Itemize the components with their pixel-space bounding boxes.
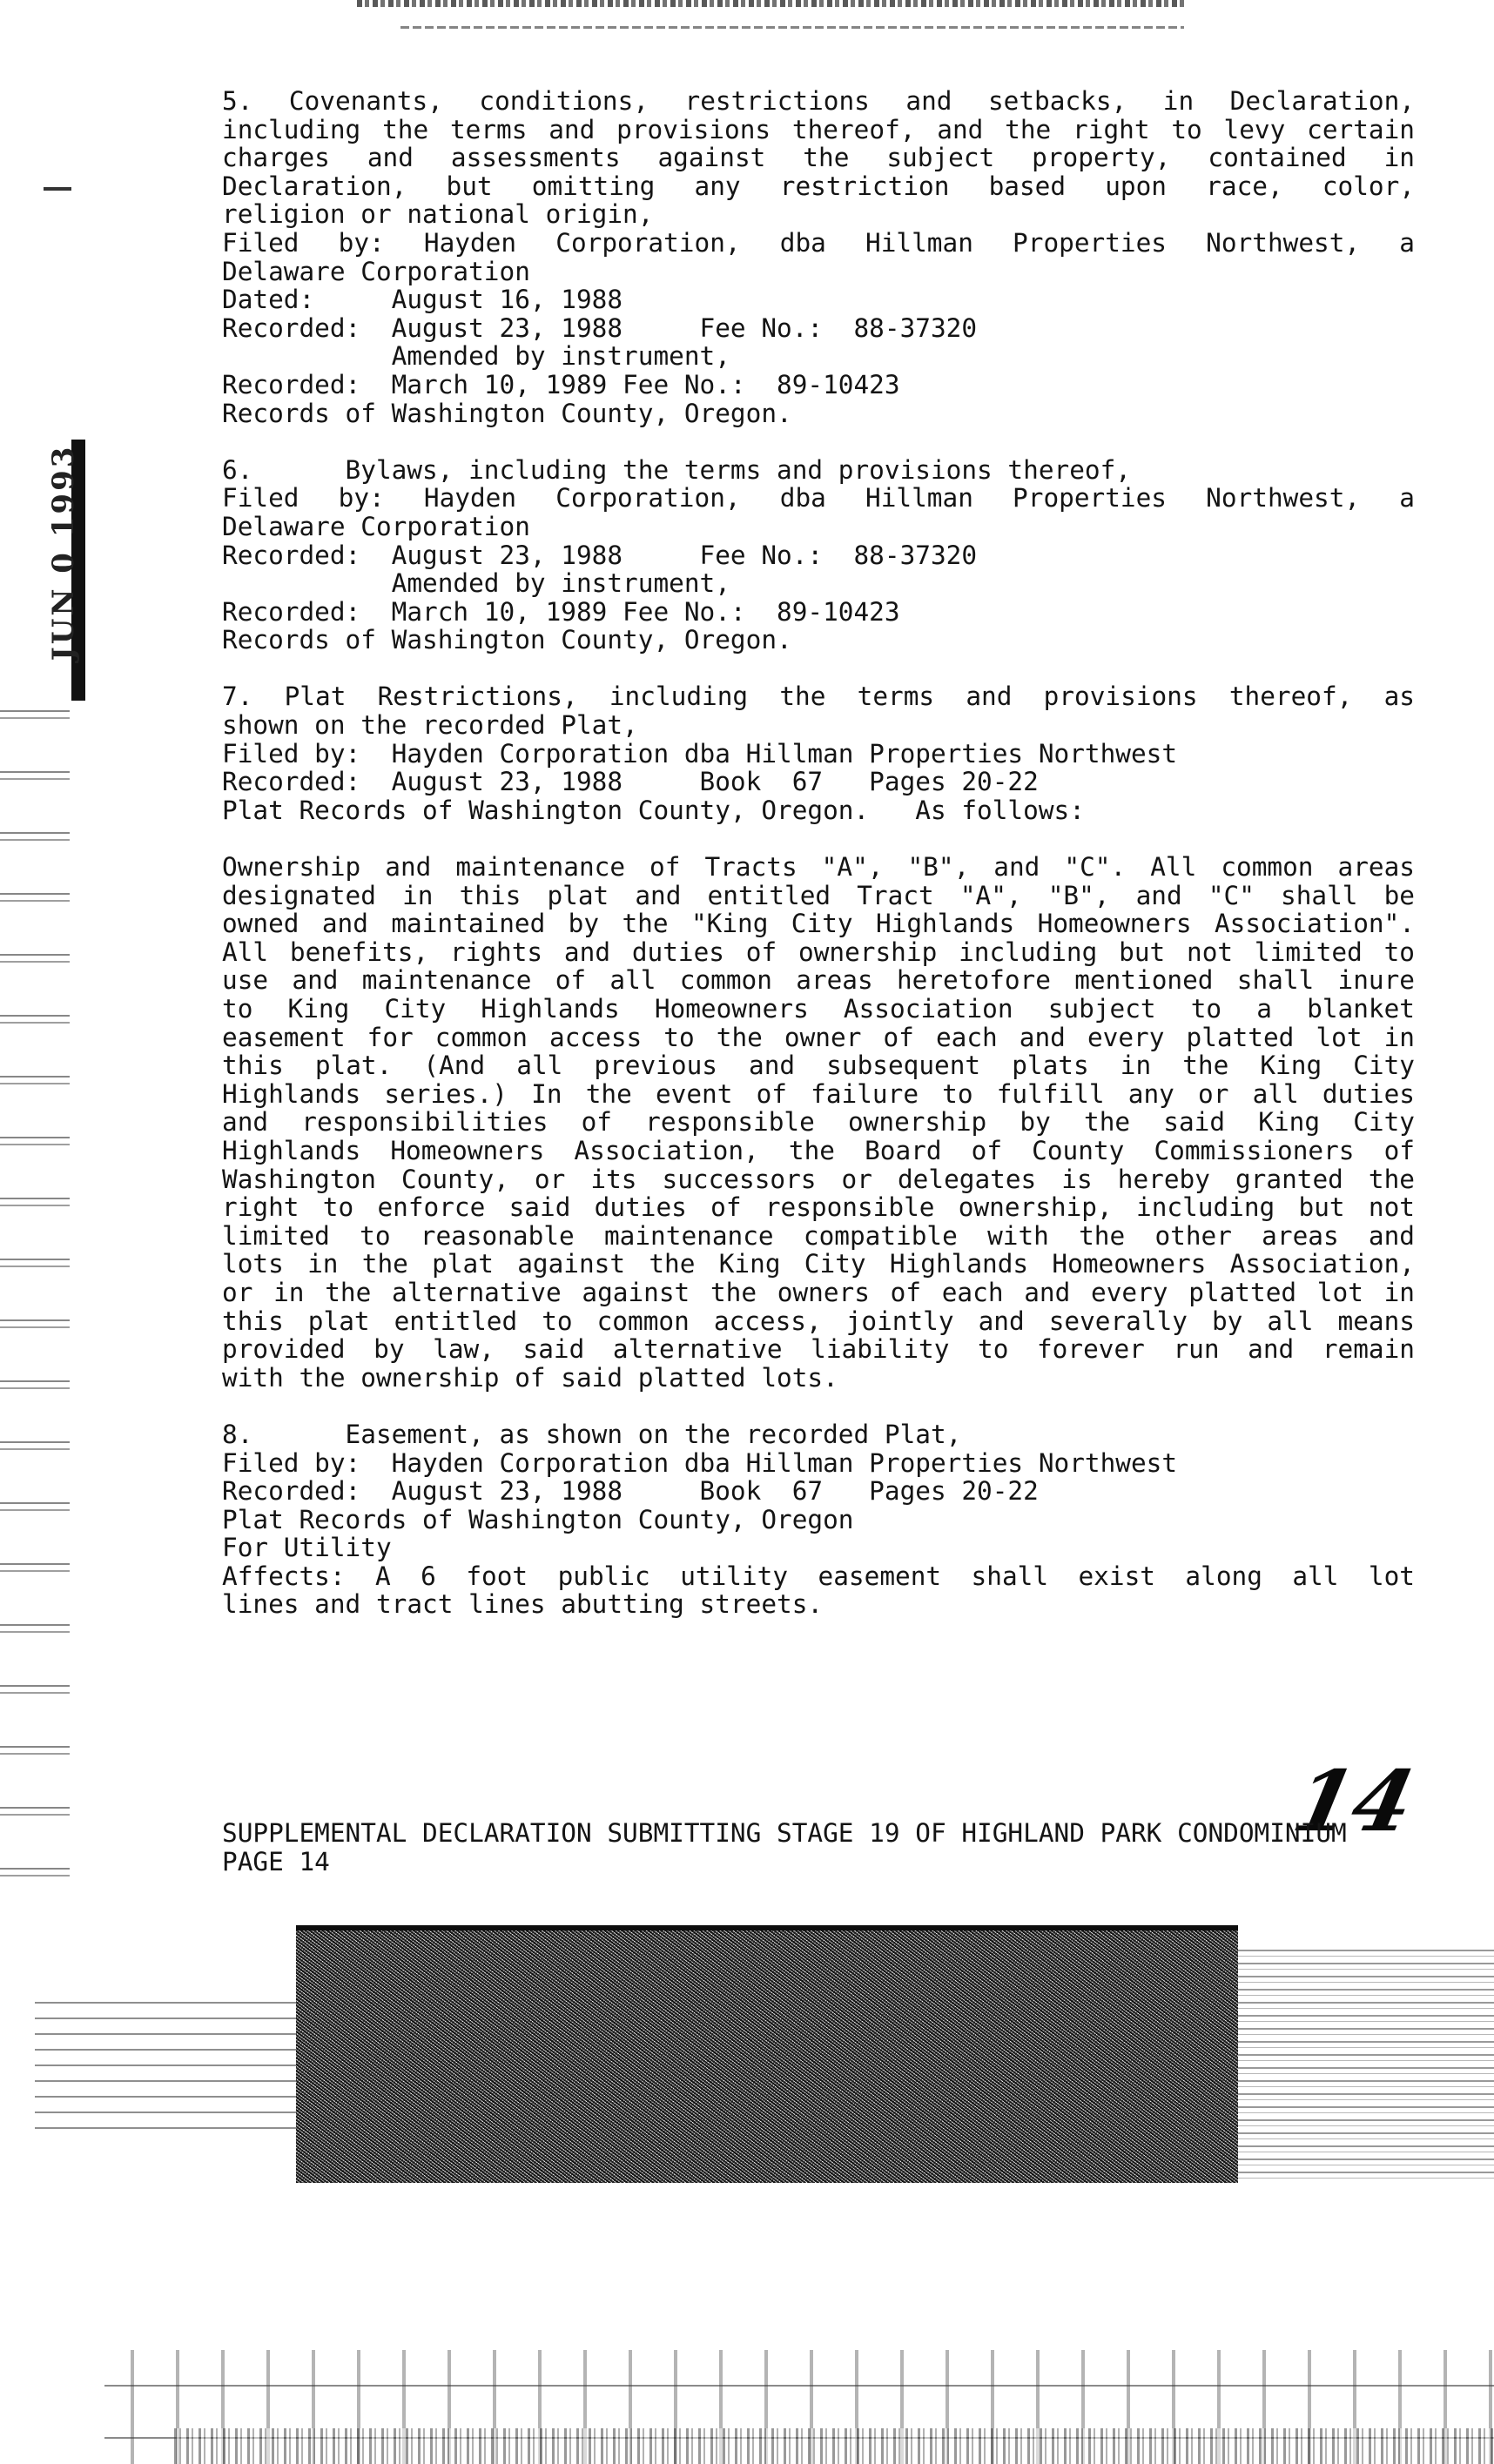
text-line: Plat Records of Washington County, Oregon. As follows: — [222, 795, 1085, 825]
text-line: this plat. (And all previous and subsequent plats in the King City — [222, 1051, 1415, 1081]
text-line: Amended by instrument, — [222, 568, 730, 599]
text-line: and responsibilities of responsible ownership by the said King City — [222, 1107, 1415, 1138]
recording-stamp — [33, 440, 85, 701]
page-footer — [222, 1819, 1415, 1876]
text-line: lots in the plat against the King City Highlands Homeowners Association, — [222, 1249, 1415, 1279]
text-line: Filed by: Hayden Corporation, dba Hillman Properties Northwest, a — [222, 483, 1415, 514]
scan-streaks-edge — [174, 2428, 1494, 2464]
text-line: Recorded: March 10, 1989 Fee No.: 89-10423 — [222, 596, 900, 627]
text-line: 8. Easement, as shown on the recorded Plat, — [222, 1419, 962, 1449]
text-line: designated in this plat and entitled Tract "A", "B", and "C" shall be — [222, 880, 1415, 910]
text-line: For Utility — [222, 1533, 392, 1563]
handwritten-page-number: 14 — [1285, 1752, 1423, 1850]
text-line: Filed by: Hayden Corporation dba Hillman Properties Northwest — [222, 1447, 1178, 1478]
document-body — [222, 87, 1415, 1619]
text-line: Recorded: March 10, 1989 Fee No.: 89-10423 — [222, 369, 900, 399]
text-line: Recorded: August 23, 1988 Fee No.: 88-37320 — [222, 540, 978, 570]
text-line: Dated: August 16, 1988 — [222, 285, 623, 315]
text-line: Delaware Corporation — [222, 256, 530, 286]
text-line: lines and tract lines abutting streets. — [222, 1589, 824, 1620]
text-line: Delaware Corporation — [222, 511, 530, 541]
scan-artifact-top-line — [400, 26, 1184, 29]
text-line: this plat entitled to common access, jointly and severally by all means — [222, 1306, 1415, 1336]
margin-scan-artifacts — [0, 679, 96, 1897]
text-line: owned and maintained by the "King City Highlands Homeowners Association". — [222, 909, 1415, 939]
text-line: All benefits, rights and duties of ownership including but not limited to — [222, 937, 1415, 967]
stamp-date: JUN 0 1993 — [46, 444, 81, 661]
section-5 — [222, 87, 1415, 427]
text-line: Recorded: August 23, 1988 Fee No.: 88-37320 — [222, 312, 978, 343]
text-line: Amended by instrument, — [222, 341, 730, 372]
text-line: right to enforce said duties of responsible ownership, including but not — [222, 1192, 1415, 1223]
scan-artifact-top — [357, 0, 1184, 7]
text-line: Recorded: August 23, 1988 Book 67 Pages 20-22 — [222, 767, 1039, 797]
text-line: charges and assessments against the subject property, contained in — [222, 143, 1415, 173]
text-line: 5. Covenants, conditions, restrictions and setbacks, in Declaration, — [222, 86, 1415, 116]
text-line: Washington County, or its successors or delegates is hereby granted the — [222, 1164, 1415, 1194]
tract-ownership-paragraph — [222, 853, 1415, 1392]
text-line: 6. Bylaws, including the terms and provisions thereof, — [222, 454, 1131, 485]
text-line: Records of Washington County, Oregon. — [222, 625, 792, 655]
text-line: or in the alternative against the owners of each and every platted lot in — [222, 1277, 1415, 1307]
text-line: Ownership and maintenance of Tracts "A", "B", and "C". All common areas — [222, 852, 1415, 883]
text-line: including the terms and provisions thereof, and the right to levy certain — [222, 114, 1415, 144]
text-line: to King City Highlands Homeowners Association subject to a blanket — [222, 994, 1415, 1024]
text-line: limited to reasonable maintenance compatible with the other areas and — [222, 1220, 1415, 1251]
text-line: Highlands series.) In the event of failure to fulfill any or all duties — [222, 1078, 1415, 1109]
scan-noise-left — [35, 2002, 296, 2132]
text-line: Records of Washington County, Oregon. — [222, 398, 792, 428]
text-line: Affects: A 6 foot public utility easement shall exist along all lot — [222, 1561, 1415, 1591]
text-line: Highlands Homeowners Association, the Board of County Commissioners of — [222, 1135, 1415, 1165]
text-line: with the ownership of said platted lots. — [222, 1362, 838, 1393]
text-line: use and maintenance of all common areas heretofore mentioned shall inure — [222, 965, 1415, 996]
text-line: shown on the recorded Plat, — [222, 710, 638, 741]
section-7 — [222, 682, 1415, 824]
text-line: Plat Records of Washington County, Oregon — [222, 1504, 854, 1534]
text-line: easement for common access to the owner of each and every platted lot in — [222, 1022, 1415, 1052]
text-line: Declaration, but omitting any restriction based upon race, color, — [222, 171, 1415, 201]
margin-mark — [44, 187, 71, 191]
text-line: Filed by: Hayden Corporation, dba Hillman Properties Northwest, a — [222, 227, 1415, 258]
footer-page-number: PAGE 14 — [222, 1846, 330, 1877]
text-line: Recorded: August 23, 1988 Book 67 Pages 20-22 — [222, 1476, 1039, 1507]
section-6 — [222, 456, 1415, 655]
text-line: religion or national origin, — [222, 199, 654, 230]
text-line: 7. Plat Restrictions, including the terms and provisions thereof, as — [222, 681, 1415, 712]
footer-title: SUPPLEMENTAL DECLARATION SUBMITTING STAGE 19 OF HIGHLAND PARK CONDOMINIUM — [222, 1818, 1347, 1848]
text-line: provided by law, said alternative liability to forever run and remain — [222, 1334, 1415, 1365]
scan-noise-block — [296, 1930, 1238, 2183]
text-line: Filed by: Hayden Corporation dba Hillman Properties Northwest — [222, 738, 1178, 769]
scan-noise-right — [1238, 1950, 1494, 2185]
section-8 — [222, 1420, 1415, 1619]
